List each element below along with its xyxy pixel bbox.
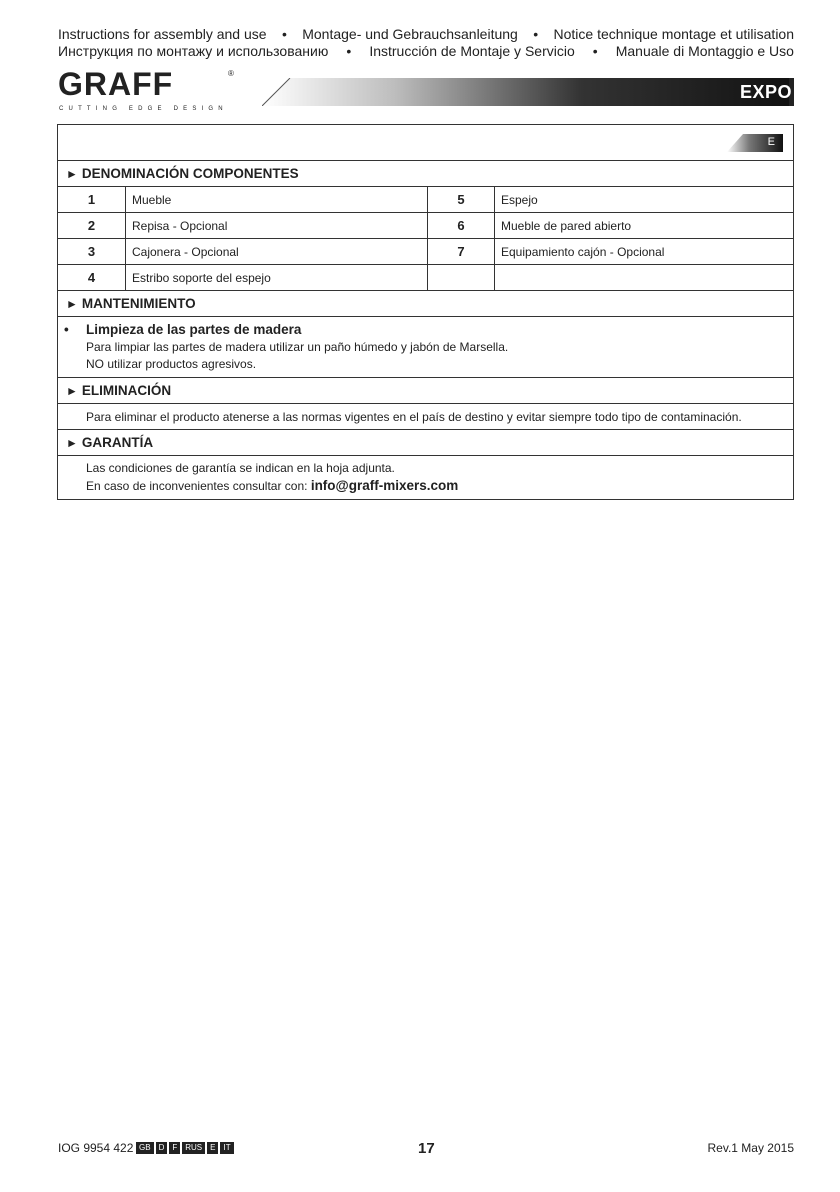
logo-tagline: CUTTING EDGE DESIGN (59, 106, 228, 112)
contact-email-link[interactable]: info@graff-mixers.com (310, 478, 459, 493)
section-title: ELIMINACIÓN (81, 383, 172, 398)
component-number: 6 (428, 213, 495, 239)
section-title: MANTENIMIENTO (81, 296, 196, 311)
component-name: Cajonera - Opcional (126, 239, 428, 265)
component-number: 2 (58, 213, 126, 239)
header-bullet: • (533, 26, 539, 42)
document-code: IOG 9954 422 (58, 1141, 134, 1155)
section-title: DENOMINACIÓN COMPONENTES (81, 166, 299, 181)
component-number: 4 (58, 265, 126, 291)
body-text: Para eliminar el producto atenerse a las normas vigentes en el país de destino y evitar siempre todo tipo de contaminación. (86, 410, 742, 424)
warranty-body (58, 456, 793, 499)
body-text: Para limpiar las partes de madera utilizar un paño húmedo y jabón de Marsella. (86, 340, 509, 354)
component-number: 3 (58, 239, 126, 265)
graff-logo (58, 68, 238, 112)
header-languages-line-2 (58, 43, 794, 59)
component-name (495, 265, 793, 291)
table-row (58, 213, 793, 239)
table-row (58, 265, 793, 291)
triangle-icon: ► (66, 436, 78, 450)
header-bullet: • (281, 26, 287, 42)
table-row (58, 187, 793, 213)
triangle-icon: ► (66, 167, 78, 181)
header-languages-line-1 (58, 26, 794, 42)
disposal-body (58, 404, 793, 430)
revision-info: Rev.1 May 2015 (707, 1141, 794, 1155)
language-badge: RUS (182, 1142, 205, 1154)
language-badge: F (169, 1142, 180, 1154)
page-footer (58, 1140, 794, 1158)
logo-registered: ® (228, 69, 234, 78)
header-text: Montage- und Gebrauchsanleitung (302, 26, 518, 42)
maintenance-subtitle (64, 321, 793, 339)
maintenance-body (58, 317, 793, 378)
contact-prefix: En caso de inconvenientes consultar con: (86, 479, 311, 493)
component-name: Estribo soporte del espejo (126, 265, 428, 291)
component-number: 7 (428, 239, 495, 265)
body-text: Las condiciones de garantía se indican en la hoja adjunta. (86, 461, 395, 475)
section-disposal-title (58, 378, 793, 404)
component-number (428, 265, 495, 291)
component-name: Repisa - Opcional (126, 213, 428, 239)
body-text: NO utilizar productos agresivos. (86, 357, 257, 371)
section-warranty-title (58, 430, 793, 456)
header-bullet: • (592, 43, 598, 59)
subtitle-text: Limpieza de las partes de madera (86, 322, 302, 337)
bullet-icon: • (64, 322, 69, 337)
section-components-title (58, 161, 793, 187)
body-text (86, 477, 793, 495)
logo-brand: GRAFF (58, 68, 174, 102)
language-badge: E (207, 1142, 218, 1154)
header-bullet: • (346, 43, 352, 59)
triangle-icon: ► (66, 384, 78, 398)
triangle-icon: ► (66, 297, 78, 311)
component-name: Equipamiento cajón - Opcional (501, 245, 665, 259)
section-title: GARANTÍA (81, 435, 154, 450)
language-badge: D (156, 1142, 168, 1154)
table-row (58, 239, 793, 265)
product-title: EXPO (739, 82, 792, 102)
header-text: Instrucción de Montaje y Servicio (369, 43, 575, 59)
info-table (57, 124, 794, 500)
title-banner (262, 78, 794, 106)
component-name: Mueble de pared abierto (501, 219, 632, 233)
page-number: 17 (418, 1140, 435, 1157)
section-maintenance-title (58, 291, 793, 317)
component-number: 5 (428, 187, 495, 213)
language-row (58, 125, 793, 161)
header-text: Инструкция по монтажу и использованию (58, 43, 329, 59)
component-name: Mueble (126, 187, 428, 213)
header-text: Manuale di Montaggio e Uso (615, 43, 794, 59)
header-text: Notice technique montage et utilisation (553, 26, 794, 42)
header-text: Instructions for assembly and use (58, 26, 267, 42)
component-name: Espejo (501, 193, 538, 207)
language-badge: IT (220, 1142, 233, 1154)
language-badge: GB (136, 1142, 154, 1154)
language-badges (136, 1142, 236, 1154)
language-code: E (767, 136, 775, 148)
component-number: 1 (58, 187, 126, 213)
